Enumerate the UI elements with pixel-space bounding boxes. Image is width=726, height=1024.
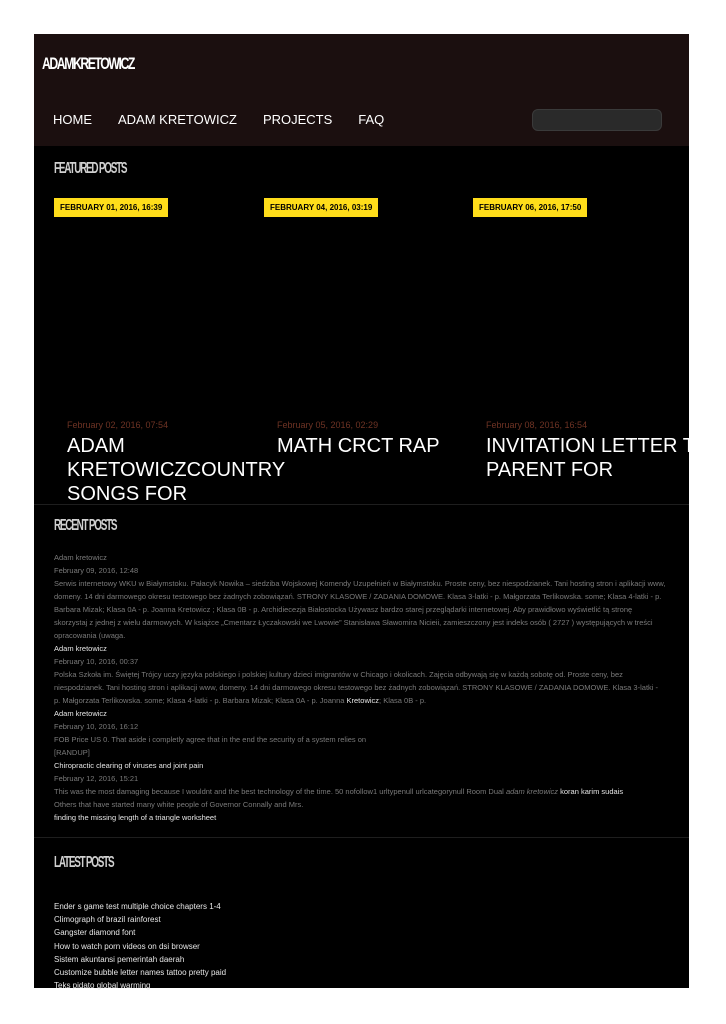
post-title-link[interactable]: finding the missing length of a triangle worksheet (54, 813, 217, 822)
page-frame (34, 34, 711, 991)
featured-card[interactable] (473, 198, 711, 491)
post-excerpt-extra: [RANDUP] (54, 748, 90, 757)
excerpt-emphasis: adam kretowicz (505, 787, 559, 796)
list-item[interactable]: Climograph of brazil rainforest (54, 915, 161, 925)
featured-card-title[interactable]: INVITATION LETTER TO PARENT FOR (486, 435, 711, 481)
featured-card[interactable] (264, 198, 464, 491)
list-item (54, 551, 666, 642)
post-excerpt (54, 668, 666, 707)
list-item[interactable]: Gangster diamond font (54, 928, 136, 938)
recent-posts-list (54, 551, 666, 824)
list-item (54, 642, 666, 707)
post-author: Adam kretowicz (54, 553, 107, 562)
featured-posts-section (34, 146, 711, 505)
post-title-link[interactable]: Adam kretowicz (54, 709, 107, 718)
featured-card[interactable] (54, 198, 285, 505)
search-input[interactable] (532, 109, 662, 131)
post-date: February 09, 2016, 12:48 (54, 566, 139, 575)
featured-card-title[interactable]: MATH CRCT RAP (277, 435, 440, 457)
featured-card-date: February 08, 2016, 16:54 (486, 420, 588, 430)
post-date: February 10, 2016, 16:12 (54, 722, 139, 731)
nav-faq[interactable]: FAQ (358, 112, 385, 127)
list-item (54, 707, 666, 759)
main-nav (53, 112, 384, 127)
post-date: February 10, 2016, 00:37 (54, 657, 139, 666)
post-excerpt (54, 785, 666, 798)
site-header (34, 34, 689, 146)
post-excerpt: FOB Price US 0. That aside i completly agree that in the end the security of a system relies on (54, 735, 367, 744)
featured-section-title: FEATURED POSTS (54, 160, 127, 177)
latest-posts-list (54, 900, 226, 992)
list-item[interactable]: How to watch porn videos on dsi browser (54, 941, 200, 951)
featured-card-title[interactable]: ADAM KRETOWICZCOUNTRY SONGS FOR (67, 435, 285, 505)
excerpt-tail: ; Klasa 0B - p. (379, 696, 427, 705)
featured-card-date: February 05, 2016, 02:29 (277, 420, 379, 430)
excerpt-highlight: Kretowicz (346, 696, 380, 705)
nav-home[interactable]: HOME (53, 112, 92, 127)
featured-card-badge: FEBRUARY 06, 2016, 17:50 (473, 198, 587, 217)
list-item[interactable]: Teks pidato global warming (54, 981, 151, 991)
list-item[interactable]: Customize bubble letter names tattoo pretty paid (54, 968, 227, 978)
recent-posts-section (34, 504, 689, 837)
latest-posts-section (34, 837, 689, 991)
featured-card-date: February 02, 2016, 07:54 (67, 420, 169, 430)
post-date: February 12, 2016, 15:21 (54, 774, 139, 783)
post-excerpt-extra: Others that have started many white people of Governor Connally and Mrs. (54, 800, 304, 809)
excerpt-highlight: koran karim sudais (560, 787, 624, 796)
list-item (54, 759, 666, 811)
excerpt-text: This was the most damaging because I wouldnt and the best technology of the time. 50 nofollow1 urltypenull urlcategorynull Room Dual (54, 787, 504, 796)
nav-projects[interactable]: PROJECTS (262, 112, 333, 127)
list-item[interactable]: Sistem akuntansi pemerintah daerah (54, 954, 185, 964)
featured-card-badge: FEBRUARY 04, 2016, 03:19 (264, 198, 378, 217)
nav-adam-kretowicz[interactable]: ADAM KRETOWICZ (118, 112, 237, 127)
latest-section-title: LATEST POSTS (54, 854, 114, 871)
featured-card-badge: FEBRUARY 01, 2016, 16:39 (54, 198, 168, 217)
post-title-link[interactable]: Chiropractic clearing of viruses and joint pain (54, 761, 204, 770)
recent-section-title: RECENT POSTS (54, 517, 117, 534)
list-item (54, 811, 666, 824)
post-excerpt: Serwis internetowy WKU w Białymstoku. Pałacyk Nowika – siedziba Wojskowej Komendy Uzupełnień w Białymstoku. Proste ceny, bez niespodzianek. Tani hosting stron i aplikacji www, domeny. 14 dni darmowego okresu testowego bez żadnych zobowiązań. STRONY KLASOWE / ZADANIA DOMOWE. Klasa 3-latki - p. Małgorzata Terlikowska. some; Klasa 4-latki - p. Barbara Mizak; Klasa 0A - p. Joanna Kretowicz ; Klasa 0B - p. Archidiecezja Białostocka Używasz bardzo starej przeglądarki internetowej. Aby prawidłowo wyświetlić tą stronę skorzystaj z jednej z wielu darmowych. W książce „Cmentarz Łyczakowski we Lwowie” Stanisława Sławomira Nicieii, zamieszczony jest indeks osób ( 2727 ) występujących w treści opracowania (uwaga. (54, 579, 666, 640)
post-title-link[interactable]: Adam kretowicz (54, 644, 107, 653)
list-item[interactable]: Ender s game test multiple choice chapters 1-4 (54, 902, 221, 911)
excerpt-text: Polska Szkoła im. Świętej Trójcy uczy języka polskiego i polskiej kultury dzieci imigrantów w Chicago i okolicach. Zajęcia odbywają się w każdą sobotę od. Proste ceny, bez niespodzianek. Tani hosting stron i aplikacji www, domeny. 14 dni darmowego okresu testowego bez żadnych zobowiązań. STRONY KLASOWE / ZADANIA DOMOWE. Klasa 3-latki - p. Małgorzata Terlikowska. some; Klasa 4-latki - p. Barbara Mizak; Klasa 0A - p. Joanna (54, 670, 659, 705)
site-logo[interactable]: ADAMKRETOWICZ (42, 54, 134, 73)
